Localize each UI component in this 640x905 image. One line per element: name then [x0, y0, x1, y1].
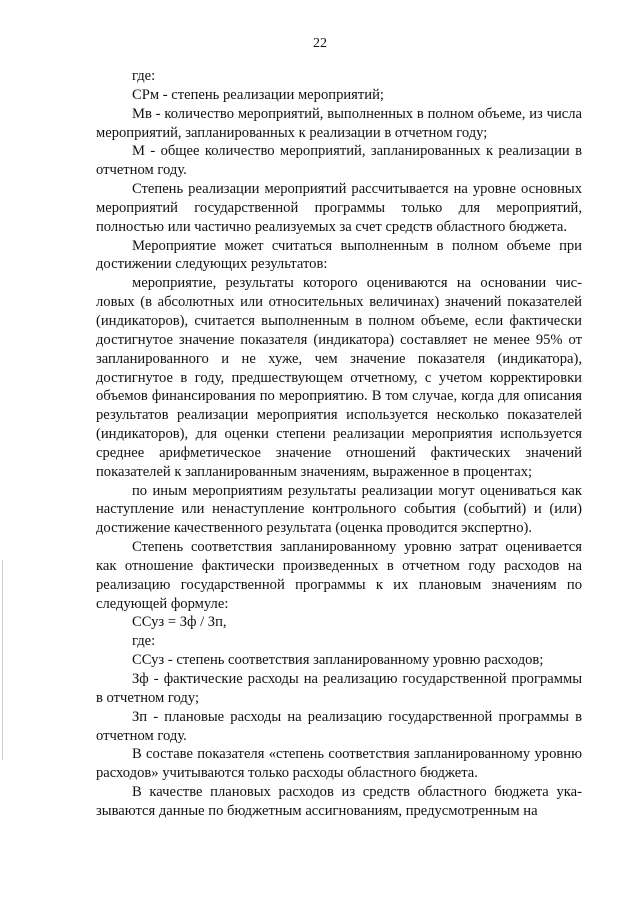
- paragraph-numeric-indicators: мероприятие, результаты которого оцениваются на основании числовых (в абсолютных или относительных величинах) значений показателей (индикаторов), считается выполненным в полном объеме, если фактически достигнутое значение показателя (индикатора) составляет не менее 95% от запланированного и не хуже, чем значение показателя (индикатора), достигнутое в году, предшествующем отчетному, с учетом корректировки объемов финансирования по мероприятию. В том случае, когда для описания результатов реализации мероприятия используется несколько показателей (индикаторов), для оценки степени реализации мероприятия используется среднее арифметическое значение отношений фактических значений показателей к запланированным значениям, выраженное в процентах;: [96, 275, 582, 480]
- paragraph-srm-definition: СРм - степень реализации мероприятий;: [132, 86, 384, 103]
- paragraph-cost-compliance: Степень соответствия запланированному уровню затрат оценивается как отношение фактически произведенных в отчетном году расходов на реализацию государственной программы к их плановым значениям по следующей формуле:: [96, 539, 582, 612]
- scan-edge-artifact: [2, 560, 3, 760]
- paragraph-planned-expenses: В качестве плановых расходов из средств областного бюджета указываются данные по бюджетным ассигнованиям, предусмотренным на: [96, 784, 582, 819]
- paragraph-where-label: где:: [132, 68, 156, 84]
- paragraph-completion-criteria: Мероприятие может считаться выполненным в полном объеме при достижении следующих результатов:: [96, 237, 582, 273]
- paragraph-other-measures: по иным мероприятиям результаты реализации могут оцениваться как наступление или ненаступление контрольного события (событий) и (или) достижение качественного результата (оценка проводится экспертно).: [96, 482, 582, 537]
- paragraph-mv-definition: Мв - количество мероприятий, выполненных в полном объеме, из числа мероприятий, запланированных к реализации в отчетном году;: [96, 105, 582, 141]
- paragraph-zp-definition: Зп - плановые расходы на реализацию государственной программы в отчетном году.: [96, 708, 582, 744]
- paragraph-zf-definition: Зф - фактические расходы на реализацию государственной программы в отчетном году;: [96, 671, 582, 706]
- paragraph-ccuz-definition: ССуз - степень соответствия запланированному уровню расходов;: [132, 652, 544, 669]
- paragraph-regional-budget: В составе показателя «степень соответствия запланированному уровню расходов» учитываются только расходы областного бюджета.: [96, 746, 582, 782]
- document-body: [96, 67, 582, 821]
- page-number: 22: [313, 36, 327, 51]
- formula: ССуз = Зф / Зп,: [132, 614, 227, 631]
- paragraph-m-definition: М - общее количество мероприятий, запланированных к реализации в отчетном году.: [96, 143, 582, 179]
- paragraph-calculation-level: Степень реализации мероприятий рассчитывается на уровне основных мероприятий государственной программы только для мероприятий, полностью или частично реализуемых за счет средств областного бюджета.: [96, 181, 582, 235]
- paragraph-where-label-2: где:: [132, 633, 156, 650]
